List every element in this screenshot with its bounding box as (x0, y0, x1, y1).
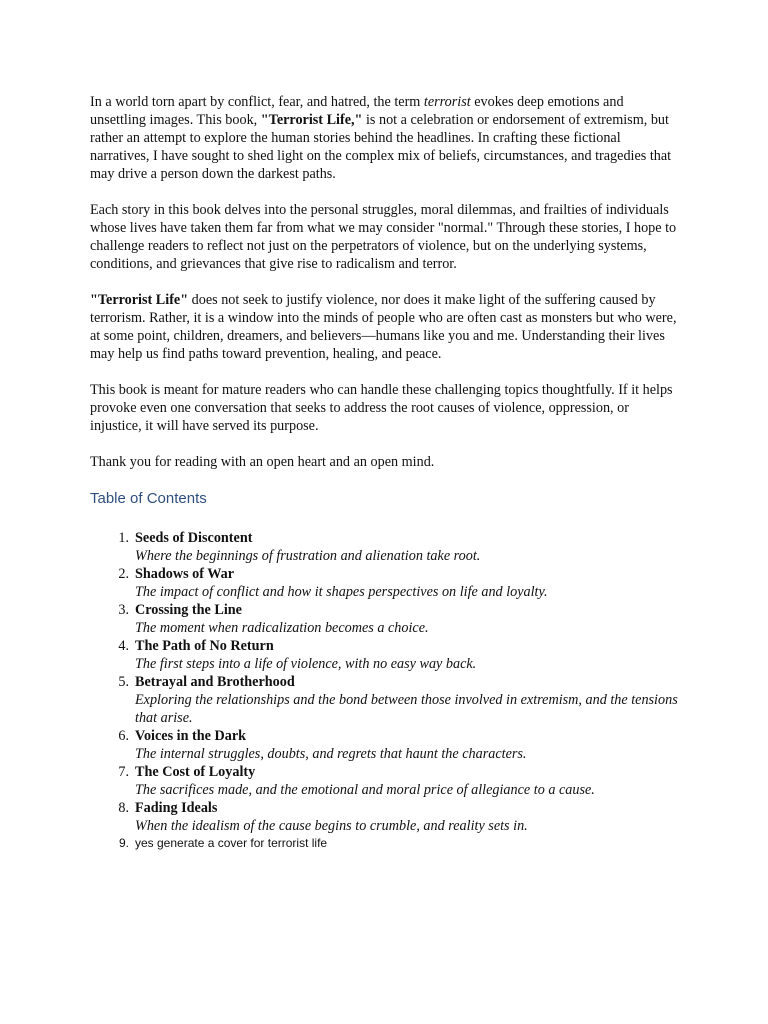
toc-item-title: Voices in the Dark (135, 728, 247, 744)
intro-paragraph-2: Each story in this book delves into the personal struggles, moral dilemmas, and frailties of individuals whose lives have taken them far from what we may consider "normal." Through these stories, I hope to challenge readers to reflect not just on the perpetrators of violence, but on the underlying systems, conditions, and grievances that give rise to radicalism and terror. (90, 202, 677, 272)
toc-item-number: 9. (118, 836, 129, 850)
toc-item-number: 4. (118, 638, 129, 654)
document-body (90, 93, 680, 851)
intro-paragraph-5: Thank you for reading with an open heart and an open mind. (90, 454, 435, 470)
text-run: evokes deep emotions and unsettling images. This book, (90, 94, 624, 128)
toc-item-text: yes generate a cover for terrorist life (135, 836, 328, 850)
book-title-bold: "Terrorist Life," (260, 112, 363, 128)
toc-item-title: Shadows of War (135, 566, 235, 582)
toc-item-title: The Path of No Return (135, 638, 274, 654)
toc-item (90, 601, 680, 637)
toc-item (90, 673, 680, 727)
toc-item-description: The internal struggles, doubts, and regrets that haunt the characters. (135, 746, 527, 762)
toc-item (90, 727, 680, 763)
toc-item-number: 8. (118, 800, 129, 816)
toc-item-description: The impact of conflict and how it shapes perspectives on life and loyalty. (135, 584, 548, 600)
toc-item-description: The sacrifices made, and the emotional and moral price of allegiance to a cause. (135, 782, 595, 798)
toc-item (90, 565, 680, 601)
toc-item-number: 3. (118, 602, 129, 618)
intro-paragraph-4: This book is meant for mature readers who can handle these challenging topics thoughtfully. If it helps provoke even one conversation that seeks to address the root causes of violence, oppression, or injustice, it will have served its purpose. (90, 382, 673, 434)
toc-item-description: Where the beginnings of frustration and alienation take root. (135, 548, 481, 564)
toc-item-number: 1. (118, 530, 129, 546)
toc-item-number: 7. (118, 764, 129, 780)
toc-item-extra (90, 835, 680, 851)
toc-item (90, 529, 680, 565)
intro-paragraph-1 (90, 93, 680, 183)
toc-item (90, 799, 680, 835)
toc-item-title: Crossing the Line (135, 602, 242, 618)
toc-item-title: Betrayal and Brotherhood (135, 674, 295, 690)
toc-item-title: Fading Ideals (135, 800, 218, 816)
intro-paragraph-3 (90, 291, 680, 363)
toc-item (90, 637, 680, 673)
toc-item-title: The Cost of Loyalty (135, 764, 256, 780)
toc-item-title: Seeds of Discontent (135, 530, 253, 546)
toc-item-description: The first steps into a life of violence, with no easy way back. (135, 656, 477, 672)
text-run: is not a celebration or endorsement of extremism, but rather an attempt to explore the human stories behind the headlines. In crafting these fictional narratives, I have sought to shed light on the complex mix of beliefs, circumstances, and tragedies that may drive a person down the darkest paths. (90, 112, 672, 182)
italic-term: terrorist (423, 94, 471, 110)
toc-heading: Table of Contents (90, 490, 207, 507)
toc-item-description: Exploring the relationships and the bond between those involved in extremism, and the tensions that arise. (135, 692, 678, 726)
book-title-bold: "Terrorist Life" (90, 292, 189, 308)
toc-item-number: 6. (118, 728, 129, 744)
toc-item-description: The moment when radicalization becomes a choice. (135, 620, 429, 636)
toc-item-number: 5. (118, 674, 129, 690)
toc-item (90, 763, 680, 799)
toc-item-number: 2. (118, 566, 129, 582)
text-run: In a world torn apart by conflict, fear, and hatred, the term (90, 94, 424, 110)
toc-item-description: When the idealism of the cause begins to crumble, and reality sets in. (135, 818, 528, 834)
text-run: does not seek to justify violence, nor does it make light of the suffering caused by terrorism. Rather, it is a window into the minds of people who are often cast as monsters but who were, at some point, children, dreamers, and believers—humans like you and me. Understanding their lives may help us find paths toward prevention, healing, and peace. (90, 292, 677, 362)
toc-list (90, 529, 680, 851)
